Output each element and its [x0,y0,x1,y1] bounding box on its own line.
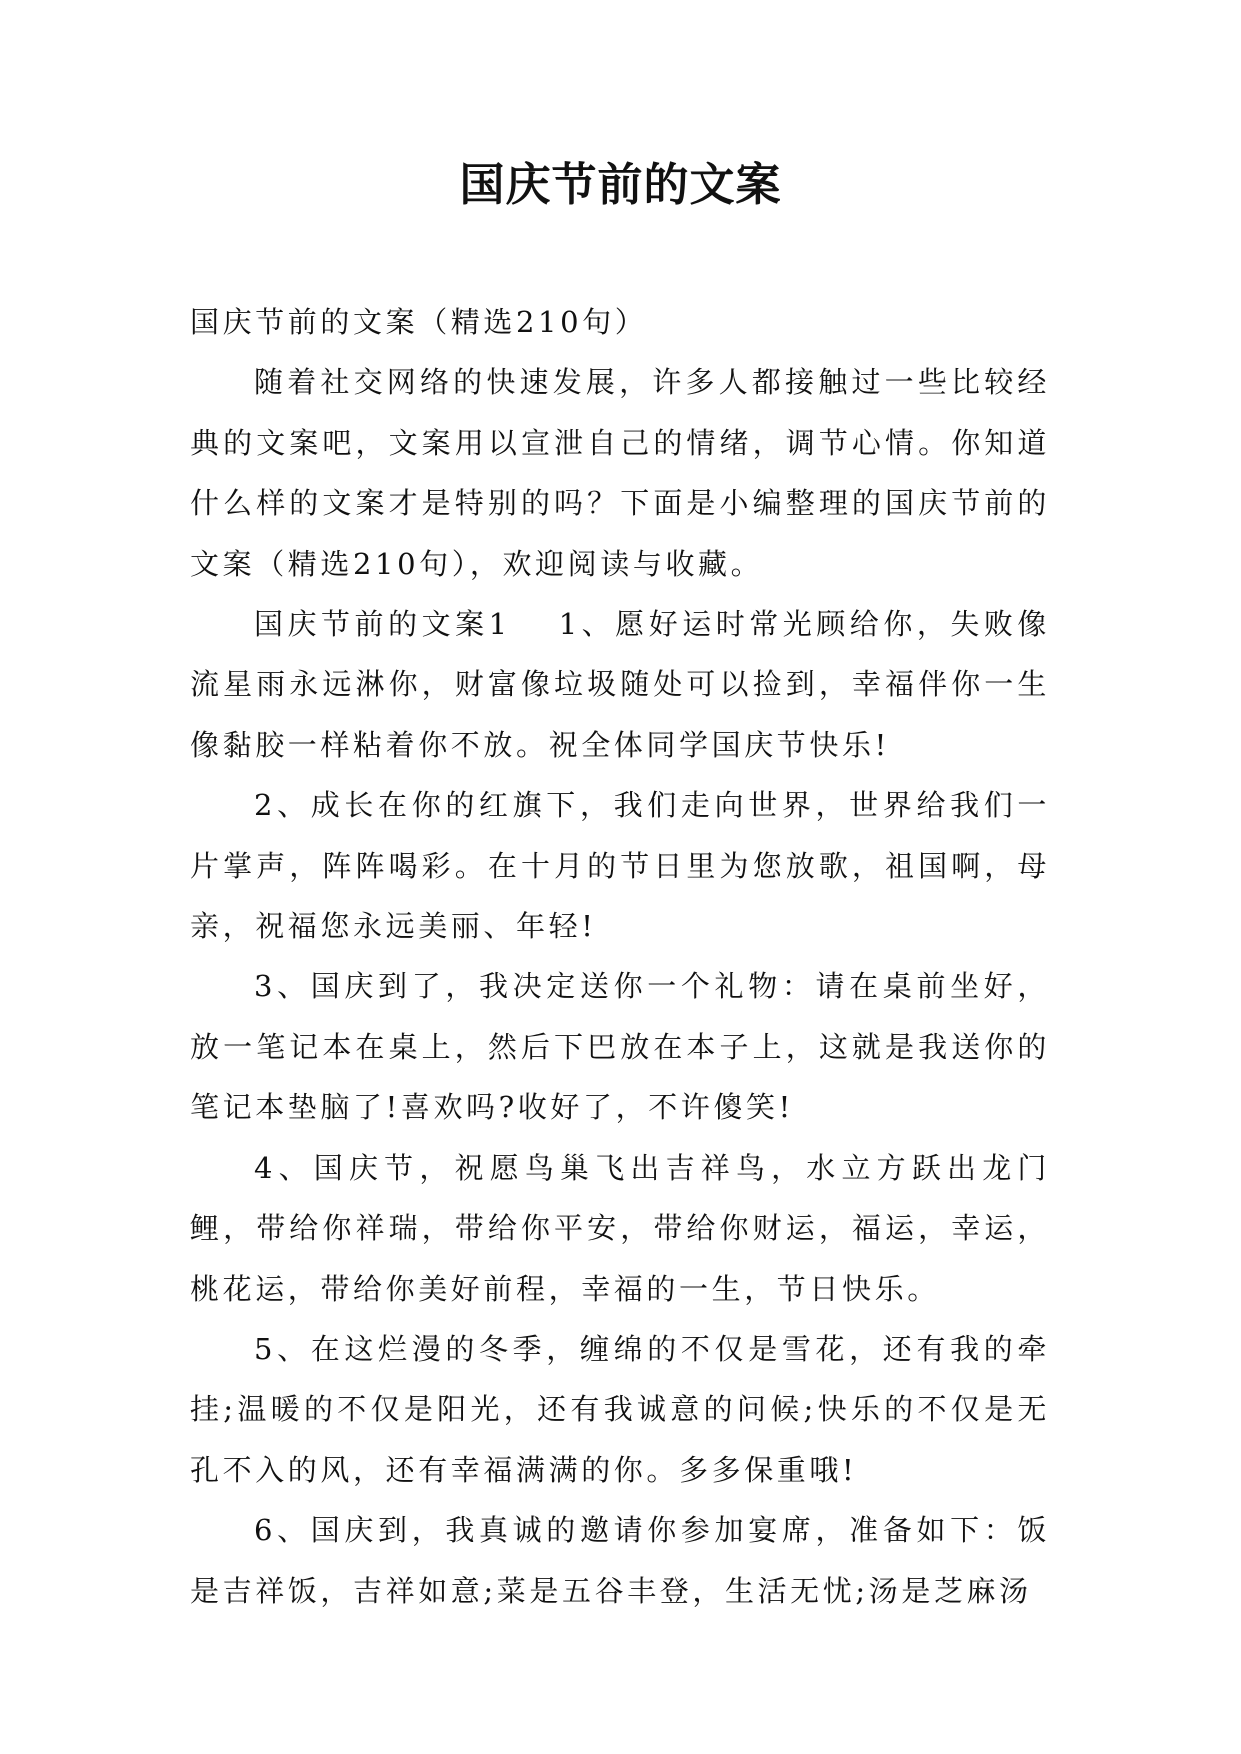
section-first-paragraph [190,594,1050,775]
intro-paragraph: 随着社交网络的快速发展，许多人都接触过一些比较经典的文案吧，文案用以宣泄自己的情绪，调节心情。你知道什么样的文案才是特别的吗？下面是小编整理的国庆节前的文案（精选210句），欢迎阅读与收藏。 [190,365,1050,581]
document-body [190,292,1050,1621]
item-2-paragraph: 2、成长在你的红旗下，我们走向世界，世界给我们一片掌声，阵阵喝彩。在十月的节日里为您放歌，祖国啊，母亲，祝福您永远美丽、年轻! [190,788,1050,944]
item-4-paragraph: 4、国庆节，祝愿鸟巢飞出吉祥鸟，水立方跃出龙门鲤，带给你祥瑞，带给你平安，带给你财运，福运，幸运，桃花运，带给你美好前程，幸福的一生，节日快乐。 [190,1150,1050,1306]
item-5-paragraph: 5、在这烂漫的冬季，缠绵的不仅是雪花，还有我的牵挂;温暖的不仅是阳光，还有我诚意的问候;快乐的不仅是无孔不入的风，还有幸福满满的你。多多保重哦! [190,1331,1050,1487]
document-subtitle: 国庆节前的文案（精选210句） [190,305,648,339]
section-heading: 国庆节前的文案1 [254,607,511,642]
item-1-text: 1、愿好运时常光顾给你，失败像流星雨永远淋你，财富像垃圾随处可以捡到，幸福伴你一生像黏胶一样粘着你不放。祝全体同学国庆节快乐! [190,607,1050,762]
item-6-paragraph: 6、国庆到，我真诚的邀请你参加宴席，准备如下：饭是吉祥饭，吉祥如意;菜是五谷丰登，生活无忧;汤是芝麻汤 [190,1513,1050,1608]
item-3-paragraph: 3、国庆到了，我决定送你一个礼物：请在桌前坐好，放一笔记本在桌上，然后下巴放在本子上，这就是我送你的笔记本垫脑了!喜欢吗?收好了，不许傻笑! [190,969,1050,1125]
document-title: 国庆节前的文案 [459,158,782,211]
